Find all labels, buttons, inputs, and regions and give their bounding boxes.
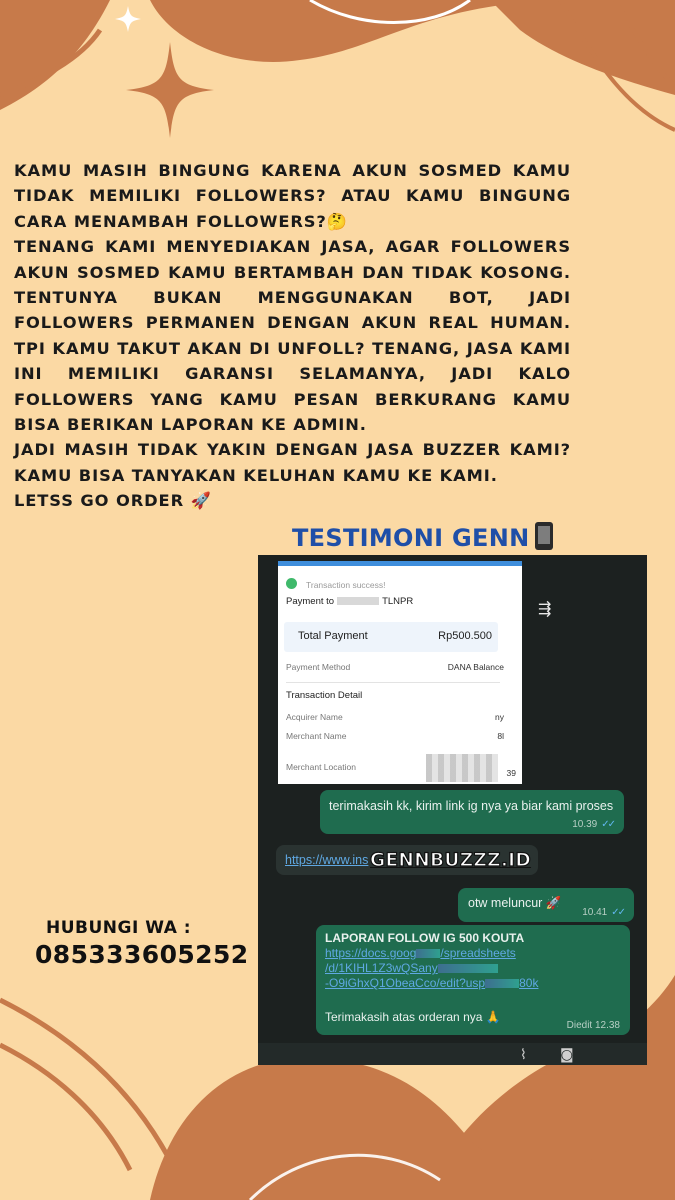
payment-method-label: Payment Method [286,662,351,672]
receipt-payment-to [286,596,413,607]
top-left-blob [0,0,110,110]
redacted-block [426,754,498,782]
merchant-location-label: Merchant Location [286,762,356,772]
brand-watermark: GENNBUZZZ.ID [370,850,532,871]
testimoni-title [292,522,553,552]
report-time: Diedit 12.38 [566,1020,620,1031]
report-title: LAPORAN FOLLOW IG 500 KOUTA [325,931,525,945]
sparkle-small-icon [115,6,141,32]
chat-message-otw [458,888,634,922]
payment-to-suffix: TLNPR [382,596,414,607]
report-link[interactable]: https://docs.goog /spreadsheets /d/1KIHL1Z3wQSany -O9iGhxQ1ObeaCco/edit?usp 80k [325,946,539,990]
chat-message-thanks [320,790,624,834]
sparkle-large-icon [126,42,214,138]
contact-label: HUBUNGI WA : [46,918,192,938]
message-time: 10.41 ✓✓ [582,907,624,918]
redacted-name [337,597,379,605]
mobile-phone-icon [535,522,553,550]
acquirer-name-label: Acquirer Name [286,712,343,722]
success-check-icon [286,578,297,589]
message-text: terimakasih kk, kirim link ig nya ya biar kami proses [329,799,614,813]
contact-number: 085333605252 [35,940,249,969]
top-wave-shape [150,0,560,62]
promo-paragraph-1: KAMU MASIH BINGUNG KARENA AKUN SOSMED KAMU TIDAK MEMILIKI FOLLOWERS? ATAU KAMU BINGUNG CARA MENAMBAH FOLLOWERS?🤔 [14,161,571,231]
top-right-blob [490,0,675,95]
bottom-left-curve-line-2 [0,1045,130,1170]
instagram-link[interactable]: https://www.ins [285,853,369,867]
merchant-name-value: 8l [497,731,504,741]
read-tick-icon: ✓✓ [611,907,624,918]
forward-icon[interactable]: ⇶ [538,599,552,618]
redacted-link [485,979,519,988]
testimoni-title-text: TESTIMONI GENN [292,524,530,552]
message-text: otw meluncur 🚀 [468,896,562,910]
acquirer-name-value: ny [495,712,504,722]
read-tick-icon: ✓✓ [601,819,614,830]
receipt-status: Transaction success! [306,580,386,590]
transaction-detail-title: Transaction Detail [286,690,363,701]
message-time: 10.39 ✓✓ [572,819,614,830]
redacted-link [416,949,440,958]
total-payment-value: Rp500.500 [438,630,492,642]
promo-paragraph-2: TENANG KAMI MENYEDIAKAN JASA, AGAR FOLLOWERS AKUN SOSMED KAMU BERTAMBAH DAN TIDAK KOSONG. TENTUNYA BUKAN MENGGUNAKAN BOT, JADI FOLLOWERS PERMANEN DENGAN AKUN REAL HUMAN. TPI KAMU TAKUT AKAN DI UNFOLL? TENANG, JASA KAMI INI MEMILIKI GARANSI SELAMANYA, JADI KALO FOLLOWERS YANG KAMU PESAN BERKURANG KAMU BISA BERIKAN LAPORAN KE ADMIN. [14,237,571,435]
promo-text [14,158,571,514]
merchant-name-label: Merchant Name [286,731,347,741]
receipt-divider [286,682,500,683]
promo-paragraph-4: LETSS GO ORDER 🚀 [14,491,212,511]
total-payment-label: Total Payment [298,630,368,642]
report-thanks: Terimakasih atas orderan nya 🙏 [325,1010,501,1024]
payment-to-label: Payment to [286,596,335,607]
receipt-time-fragment: 39 [506,768,516,778]
payment-method-value: DANA Balance [447,662,504,672]
chat-screenshot [258,555,647,1065]
chat-input-bar[interactable] [258,1043,647,1065]
redacted-link [438,964,498,973]
chat-message-report [316,925,630,1035]
total-payment-row [284,622,498,652]
promo-paragraph-3: JADI MASIH TIDAK YAKIN DENGAN JASA BUZZER KAMI? KAMU BISA TANYAKAN KELUHAN KAMU KE KAMI. [14,440,571,485]
attach-icon[interactable]: ⌇ [520,1047,527,1063]
camera-icon[interactable]: ◙ [560,1047,574,1063]
bottom-left-curve-line [0,1000,175,1170]
payment-receipt-card [278,561,522,784]
